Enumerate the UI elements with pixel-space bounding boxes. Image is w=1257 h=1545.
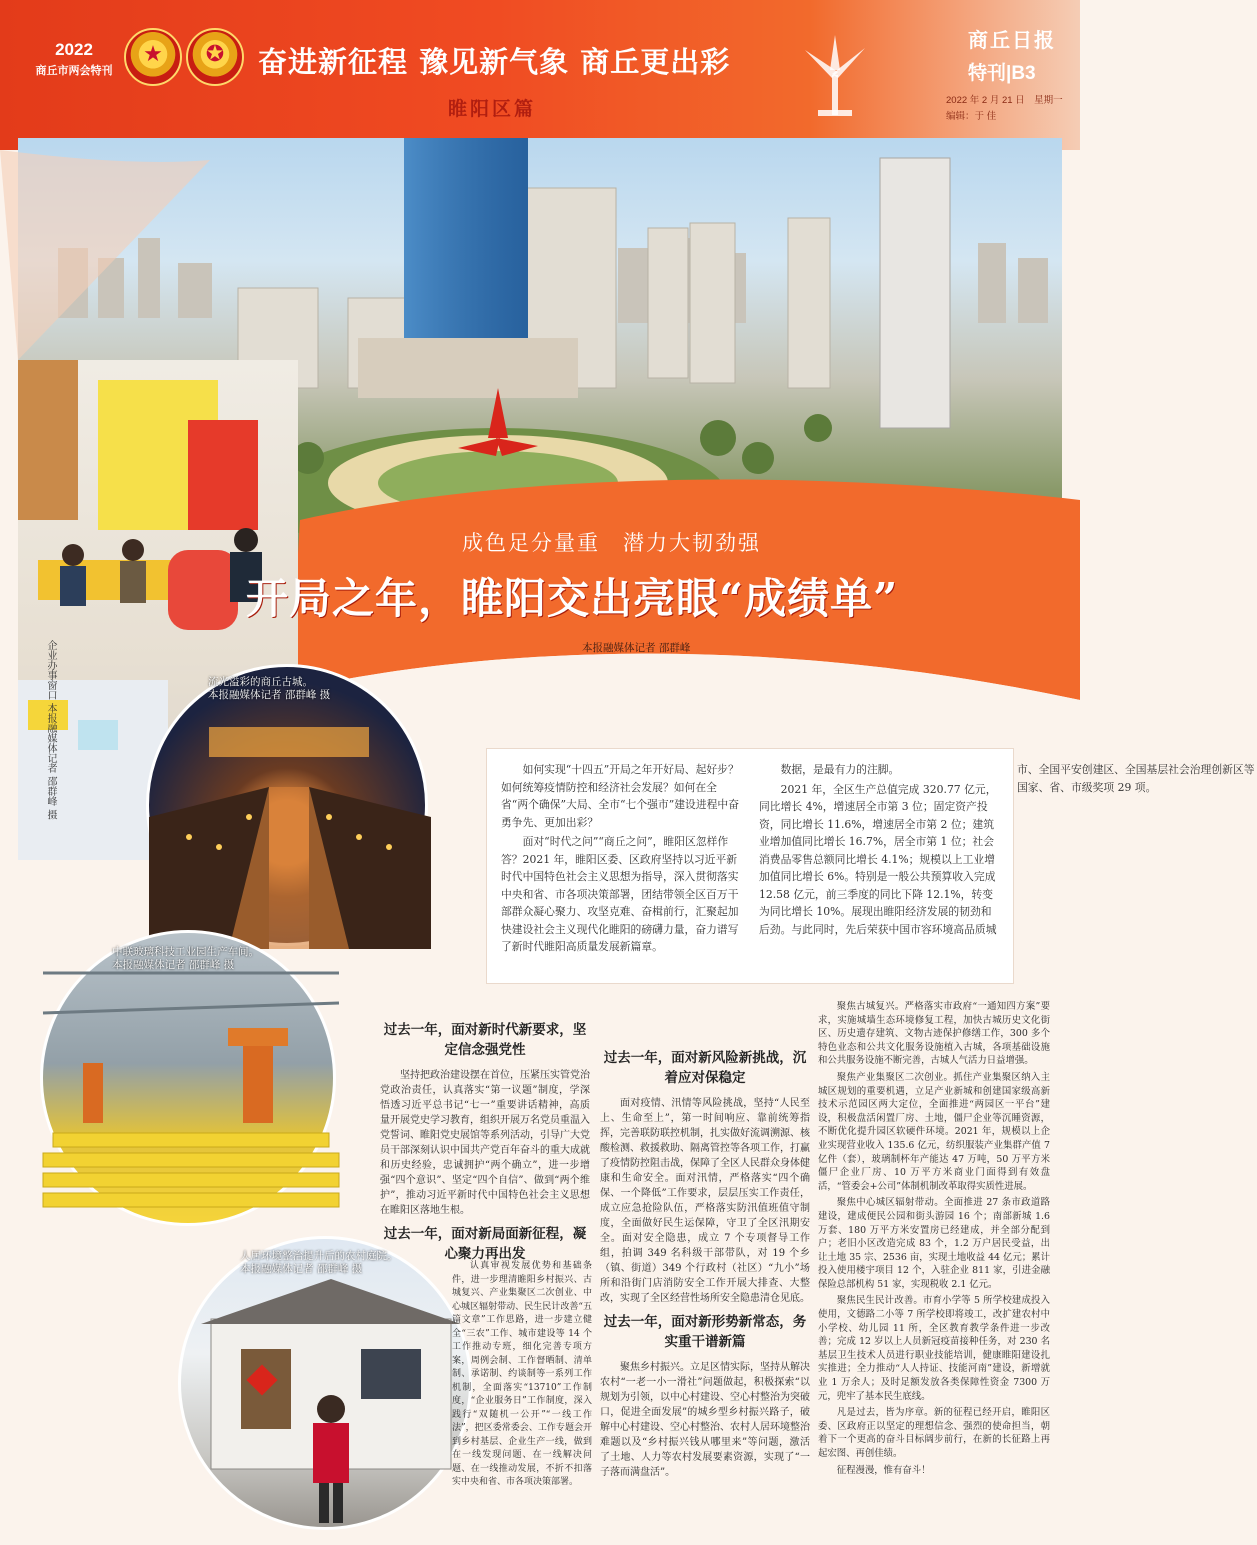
main-headline: 开局之年，睢阳交出亮眼“成绩单”	[246, 574, 899, 623]
national-emblem-icon: ★	[124, 28, 182, 86]
issue-type: 商丘市两会特刊	[35, 65, 113, 77]
body-paragraph: 聚焦产业集聚区二次创业。抓住产业集聚区纳入主城区规划的重要机遇，立足产业新城和创建国家级高新技术示范园区两大定位，全面推进“两园区一平台”建设，积极盘活闲置厂房、土地，僵尸企业等沉睡资源，不断优化提升园区软硬件环境。2021 年，规模以上企业实现营业收入 135.6 亿元，纺织服装产业集群产值 7 亿件（套），玻璃制杯年产能达 47 万吨，50 万平方米僵尸企业厂房、10 万平方米商业门面得到有效盘活，“管委会+公司”体制机制改革取得实质性进展。	[818, 1071, 1050, 1192]
issue-year: 2022	[55, 40, 93, 59]
body-paragraph: 凡是过去，皆为序章。新的征程已经开启，睢阳区委、区政府正以坚定的理想信念、强烈的使命担当，朝着下一个更高的奋斗目标阔步前行，在新的长征路上再起宏图、再创佳绩。	[818, 1407, 1050, 1459]
side-photo-caption: 企业办事窗口 本报融媒体记者 邵群峰 摄	[45, 640, 56, 820]
body-column-2	[600, 1000, 810, 1483]
glass-factory-photo	[40, 930, 336, 1226]
circle3-caption: 人居环境整治提升后的农村庭院。 本报融媒体记者 邵群峰 摄	[240, 1250, 398, 1275]
lead-paragraphs	[486, 748, 1255, 984]
body-column-1b	[452, 1260, 592, 1493]
issue-date: 2022 年 2 月 21 日 星期一	[946, 95, 1063, 106]
body-paragraph: 聚焦中心城区辐射带动。全面推进 27 条市政道路建设，建成便民公园和街头游园 16 个；南部新城 1.6 万套、180 万平方米安置房已经建成，并全部分配到户；老旧小区改造完成 83 个，1.2 万户居民受益，出让土地 35 宗、2536 亩，实现土地收益 44 亿元；累计投入使用楼宇项目 12 个，入驻企业 811 家，引进金融保险总部机构 51 家，实现税收 2.1 亿元。	[818, 1197, 1050, 1290]
ancient-city-night-photo	[146, 664, 428, 946]
circle1-caption: 流光溢彩的商丘古城。 本报融媒体记者 邵群峰 摄	[208, 676, 331, 701]
body-paragraph: 聚焦古城复兴。严格落实市政府“一通知四方案”要求，实施城墙生态环境修复工程，加快古城历史文化街区、历史遗存建筑、文物古迹保护修缮工作，300 多个特色业态和公共文化服务设施植入古城，各项基础设施和公共服务设施不断完善，古城人气活力日益增强。	[818, 1001, 1050, 1067]
body-column-3	[818, 1000, 1050, 1480]
section-subtitle: 过去一年，面对新时代新要求，坚定信念强党性	[383, 1022, 587, 1058]
body-paragraph: 聚焦民生民计改善。市育小学等 5 所学校建成投入使用，文德路二小等 7 所学校即将竣工，改扩建农村中小学校、幼儿园 11 所，全区教育教学条件进一步改善；完成 12 岁以上人员新冠疫苗接种任务，对 230 名基层卫生技术人员进行职业技能培训，健康睢阳建设扎实推进；全力推动“人人持证、技能河南”建设，新增就业 1 万余人；及时足额发放各类保障性资金 7300 万元，兜牢了基本民生底线。	[818, 1295, 1050, 1402]
factory-line-illustration	[43, 933, 339, 1229]
newspaper-name: 商丘日报	[968, 28, 1056, 52]
night-street-illustration	[149, 667, 431, 949]
editor-credit: 编辑：于 佳	[946, 111, 997, 122]
section-title: 睢阳区篇	[448, 98, 537, 120]
body-paragraph: 聚焦乡村振兴。立足区情实际，坚持从解决农村“一老一小一滑社”问题做起，积极探索“以规划为引领，以中心村建设、空心村整治为突破口，促进全面发展”的城乡型乡村振兴路子，破解中心村建设、空心村整治、农村人居环境整治难题以及“乡村振兴钱从哪里来”等问题，激活了土地、人力等农村发展要素资源，实现了“一子落而满盘活”。	[600, 1362, 810, 1478]
circle2-caption: 中联玻璃科技工业园生产车间。 本报融媒体记者 邵群峰 摄	[112, 946, 259, 971]
section-subtitle: 过去一年，面对新局面新征程，凝心聚力再出发	[383, 1226, 587, 1262]
cppcc-emblem-icon: ✪	[186, 28, 244, 86]
body-paragraph: 认真审视发展优势和基础条件，进一步理清睢阳乡村振兴、古城复兴、产业集聚区二次创业、中心城区辐射带动、民生民计改善“五篇文章”工作思路，进一步建立健全“三农”工作、城市建设等 14 个工作推动专班，细化完善专项方案，周例会制、工作督晒制、清单制、承诺制、约谈制等一系列工作机制，全面落实“13710”工作制度，“企业服务日”工作制度，深入践行“双随机一公开”“一线工作法”，把区委常委会、工作专题会开到乡村基层、企业生产一线，做到在一线发现问题、在一线解决问题、在一线推动发展，不折不扣落实中央和省、市各项决策部署。	[452, 1261, 592, 1487]
page-number: 特刊|B3	[968, 63, 1036, 84]
lead-paragraph: 如何实现“十四五”开局之年开好局、起好步？如何统筹疫情防控和经济社会发展？如何在全省“两个确保”大局、全市“七个强市”建设进程中奋勇争先、更加出彩？	[501, 763, 740, 829]
section-subtitle: 过去一年，面对新风险新挑战，沉着应对保稳定	[603, 1050, 807, 1086]
rural-courtyard-photo	[178, 1236, 472, 1530]
body-paragraph: 征程漫漫，惟有奋斗！	[836, 1464, 931, 1476]
body-paragraph: 面对疫情、汛情等风险挑战，坚持“人民至上、生命至上”，第一时间响应、靠前统筹指挥，完善联防联控机制，扎实做好流调溯源、核酸检测、救援救助、隔离管控等各项工作，打赢了疫情防控阻击战，保障了全区人民群众身体健康和生命安全。面对汛情，严格落实“四个确保、一个降低”工作要求，层层压实工作责任，成立应急抢险队伍，严格落实防汛值班值守制度，全面做好民生运保障，守卫了全区汛期安全。面对安全隐患，成立 7 个专项督导工作组，拍调 349 名科级干部带队，对 19 个乡（镇、街道）349 个行政村（社区）“九小”场所和沿街门店消防安全工作开展大排查、大整改，实现了全区经营性场所安全隐患清仓见底。	[600, 1098, 810, 1304]
byline: 本报融媒体记者 邵群峰	[582, 642, 691, 654]
slogan: 奋进新征程 豫见新气象 商丘更出彩	[258, 45, 731, 79]
body-paragraph: 坚持把政治建设摆在首位，压紧压实管党治党政治责任，认真落实“第一议题”制度，学深悟透习近平总书记“七一”重要讲话精神，高质量开展党史学习教育，组织开展万名党员重温入党誓词、睢阳党史展馆等系列活动，引导广大党员干部深刻认识中国共产党百年奋斗的重大成就和历史经验，忠诚拥护“两个确立”，进一步增强“四个意识”、坚定“四个自信”、做到“两个维护”，推动习近平新时代中国特色社会主义思想在睢阳区落地生根。	[380, 1070, 590, 1216]
lead-paragraph: 面对“时代之问”“商丘之问”，睢阳区忽样作答？2021 年，睢阳区委、区政府坚持以习近平新时代中国特色社会主义思想为指导，深入贯彻落实中央和省、市各项决策部署，团结带领全区百万干部群众凝心聚力、攻坚克难、奋楫前行，汇聚起加快建设社会主义现代化睢阳的磅礴力量，奋力谱写了新时代睢阳高质量发展新篇章。	[501, 835, 739, 953]
lead-paragraph: 数据，是最有力的注脚。	[780, 763, 900, 776]
lead-paragraph: 2021 年，全区生产总值完成 320.77 亿元，同比增长 4%，增速居全市第 3 位；固定资产投资，同比增长 11.6%，增速居全市第 2 位；建筑业增加值同比增长 16.7%，居全市第 1 位；社会消费品零售总额同比增长 4.1%；规模以上工业增加值同比增长 6%。特别是一般公共预算收入完成 12.58 亿元，前三季度的同比下降 12.1%，转变为同比增长 10%。展现出睢阳经济发展的韧劲和后劲。与此同时，先后荣获中国市容环境高品质城市、全国平安创建区、全国基层社会治理创新区等国家、省、市级奖项 29 项。	[759, 763, 1255, 936]
section-subtitle: 过去一年，面对新形势新常态，务实重干谱新篇	[603, 1314, 807, 1350]
subheadline: 成色足分量重 潜力大韧劲强	[462, 531, 761, 555]
body-column-1	[380, 1014, 590, 1272]
courtyard-illustration	[181, 1239, 475, 1533]
